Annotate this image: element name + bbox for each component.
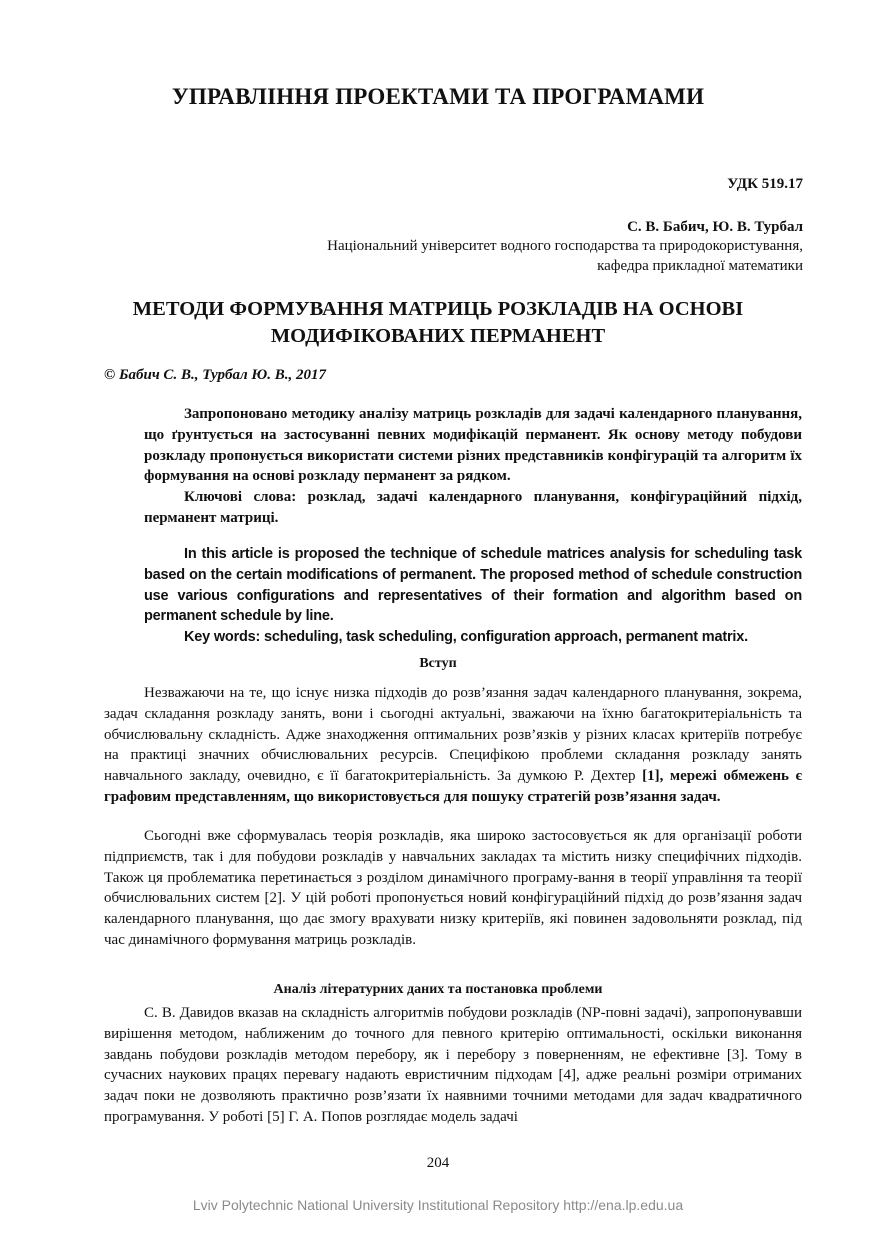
abstract-english <box>144 544 802 648</box>
repository-footer: Lviv Polytechnic National University Institutional Repository http://ena.lp.edu.ua <box>192 1197 684 1213</box>
affiliation-line: кафедра прикладної математики <box>597 258 803 274</box>
udk-code: УДК 519.17 <box>727 176 803 192</box>
abstract-en-text: In this article is proposed the technique of schedule matrices analysis for scheduling task based on the certain modifications of permanent. The proposed method of schedule construction use various configurations and representatives of their formation and algorithm based on permanent schedule by line. <box>144 546 802 625</box>
keywords-en: Key words: scheduling, task scheduling, configuration approach, permanent matrix. <box>184 629 748 646</box>
copyright: © Бабич С. В., Турбал Ю. В., 2017 <box>104 367 326 383</box>
paper-title-line: МЕТОДИ ФОРМУВАННЯ МАТРИЦЬ РОЗКЛАДІВ НА ОСНОВІ <box>132 298 744 320</box>
paragraph-intro-2: Сьогодні вже сформувалась теорія розкладів, яка широко застосовується як для організації роботи підприємств, так і для побудови розкладів у навчальних закладах та містить низку специфічних підходів. Також ця проблематика перетинається з розділом динамічного програму-вання в теорії управління та теорії обчислювальних систем [2]. У цій роботі пропонується новий конфігураційний підхід до розв’язання задач календарного планування, що дає змогу врахувати низку критеріїв, які повинен задовольняти розклад, під час динамічного формування матриць розкладів. <box>104 828 802 948</box>
paper-title <box>0 296 876 350</box>
affiliation <box>327 236 803 276</box>
authors: С. В. Бабич, Ю. В. Турбал <box>627 219 803 235</box>
citation-sentence: [1], мережі обмежень є графовим представленням, що використовується для пошуку стратегій розв’язання задач. <box>104 768 802 805</box>
paragraph-literature-1: С. В. Давидов вказав на складність алгоритмів побудови розкладів (NP-повні задачі), запропонувавши вирішення методом, наближеним до точного для певного критерію оптимальності, оскільки виконання завдань побудови розкладів методом перебору, як і перебору з поверненням, не ефективне [3]. Тому в сучасних наукових працях перевагу надають евристичним підходам [4], адже реальні розміри отриманих задач поки не дозволяють практично розв’язати їх наявними точними методами для задач квадратичного програмування. У роботі [5] Г. А. Попов розглядає модель задачі <box>104 1005 802 1125</box>
journal-section-title: УПРАВЛІННЯ ПРОЕКТАМИ ТА ПРОГРАМАМИ <box>171 84 705 109</box>
section-heading-literature: Аналіз літературних даних та постановка проблеми <box>273 982 603 997</box>
page-number: 204 <box>426 1155 450 1171</box>
paper-title-line: МОДИФІКОВАНИХ ПЕРМАНЕНТ <box>270 325 606 347</box>
section-heading-intro: Вступ <box>419 656 457 671</box>
abstract-ua-text: Запропоновано методику аналізу матриць розкладів для задачі календарного планування, що ґрунтується на застосуванні певних модифікацій перманент. Як основу методу побудови розкладу пропонується використати системи різних представників конфігурацій та алгоритм їх формування на основі розкладу перманент за рядком. <box>144 406 802 485</box>
keywords-ua: Ключові слова: розклад, задачі календарного планування, конфігураційний підхід, перманент матриці. <box>144 489 802 526</box>
paragraph-text: Незважаючи на те, що існує низка підходів до розв’язання задач календарного планування, зокрема, задач складання розкладу занять, вони і сьогодні актуальні, зважаючи на їхню багатокритеріальність та обчислювальну складність. Адже знаходження оптимальних розв’язків у різних класах критеріїв потребує на практиці значних обчислювальних ресурсів. Специфікою проблеми складання розкладу занять навчального закладу, очевидно, є її багатокритеріальність. За думкою Р. Дехтер <box>104 685 802 785</box>
paragraph-intro-1 <box>104 683 802 808</box>
affiliation-line: Національний університет водного господарства та природокористування, <box>327 238 803 254</box>
abstract-ukrainian <box>144 404 802 529</box>
